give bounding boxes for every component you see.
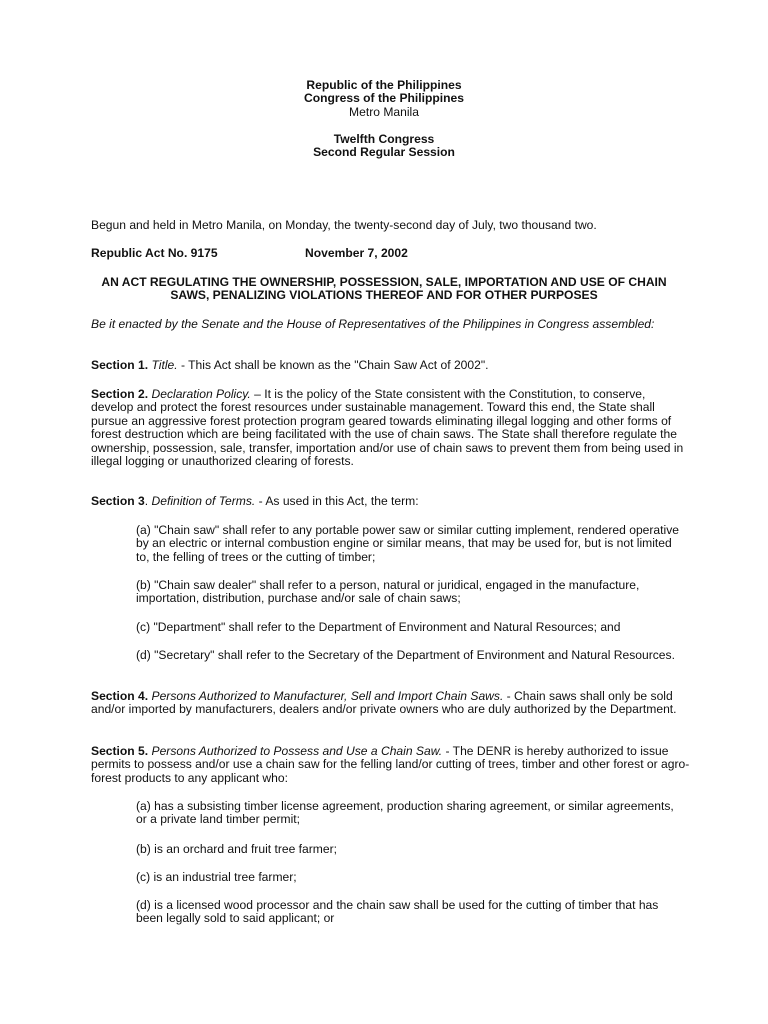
document-header — [0, 79, 768, 119]
header-location: Metro Manila — [349, 104, 419, 119]
section-5-body: - The DENR is hereby authorized to issue permits to possess and/or use a chain saw for the felling land/or cutting of trees, timber and other forest or agro-forest products to any applicant who: — [91, 744, 690, 785]
act-number: Republic Act No. 9175 — [91, 246, 218, 260]
header-republic: Republic of the Philippines — [306, 78, 462, 92]
section-5-item-a: (a) has a subsisting timber license agreement, production sharing agreement, or similar agreements, or a private land timber permit; — [136, 799, 674, 827]
section-5-label: Section 5. — [91, 744, 149, 758]
section-5-item-d: (d) is a licensed wood processor and the chain saw shall be used for the cutting of timber that has been legally sold to said applicant; or — [136, 898, 659, 926]
section-3-body: - As used in this Act, the term: — [255, 494, 419, 508]
section-2-heading: Declaration Policy. — [151, 387, 251, 401]
section-3-item-b: (b) "Chain saw dealer" shall refer to a person, natural or juridical, engaged in the manufacture, importation, distribution, purchase and/or sale of chain saws; — [136, 578, 640, 606]
section-5 — [91, 745, 691, 785]
section-4-body: - Chain saws shall only be sold and/or imported by manufacturers, dealers and/or private owners who are duly authorized by the Department. — [91, 689, 677, 717]
section-3-label: Section 3 — [91, 494, 145, 508]
section-2-label: Section 2. — [91, 387, 149, 401]
header-congress: Congress of the Philippines — [304, 91, 464, 106]
section-1-body: - This Act shall be known as the "Chain Saw Act of 2002". — [177, 358, 489, 372]
act-title: AN ACT REGULATING THE OWNERSHIP, POSSESSION, SALE, IMPORTATION AND USE OF CHAIN SAWS, PENALIZING VIOLATIONS THEREOF AND FOR OTHER PURPOSES — [101, 275, 667, 303]
section-3-item-c: (c) "Department" shall refer to the Department of Environment and Natural Resources; and — [136, 620, 621, 634]
section-3: Section 3. Definition of Terms. - As used in this Act, the term: — [91, 494, 419, 508]
section-4-label: Section 4. — [91, 689, 149, 703]
begun-paragraph: Begun and held in Metro Manila, on Monday, the twenty-second day of July, two thousand two. — [91, 218, 597, 232]
section-4-heading: Persons Authorized to Manufacturer, Sell and Import Chain Saws. — [151, 689, 504, 703]
section-2-body: – It is the policy of the State consistent with the Constitution, to conserve, develop and protect the forest resources under sustainable management. Toward this end, the State shall pursue an aggressive forest protection program geared towards eliminating illegal logging and other forms of forest destruction which are being facilitated with the use of chain saws. The State shall therefore regulate the ownership, possession, sale, transfer, importation and/or use of chain saws to prevent them from being used in illegal logging or unauthorized clearing of forests. — [91, 387, 684, 469]
session-header — [0, 133, 768, 160]
section-5-heading: Persons Authorized to Possess and Use a Chain Saw. — [151, 744, 443, 758]
enacting-clause: Be it enacted by the Senate and the House of Representatives of the Philippines in Congress assembled: — [91, 317, 655, 331]
header-twelfth-congress: Twelfth Congress — [333, 132, 435, 146]
act-date: November 7, 2002 — [305, 246, 408, 260]
section-3-item-d: (d) "Secretary" shall refer to the Secretary of the Department of Environment and Natural Resources. — [136, 648, 675, 662]
section-5-item-c: (c) is an industrial tree farmer; — [136, 870, 297, 884]
section-1-heading: Title. — [151, 358, 178, 372]
section-2 — [91, 388, 691, 468]
section-3-item-a: (a) "Chain saw" shall refer to any portable power saw or similar cutting implement, rendered operative by an electric or internal combustion engine or similar means, that may be used for, but is not limited to, the felling of trees or the cutting of timber; — [136, 523, 679, 564]
section-5-item-b: (b) is an orchard and fruit tree farmer; — [136, 842, 337, 856]
section-4 — [91, 690, 691, 717]
section-1-label: Section 1. — [91, 358, 149, 372]
section-1 — [91, 359, 691, 372]
header-session: Second Regular Session — [313, 145, 455, 160]
section-3-heading: Definition of Terms. — [151, 494, 256, 508]
